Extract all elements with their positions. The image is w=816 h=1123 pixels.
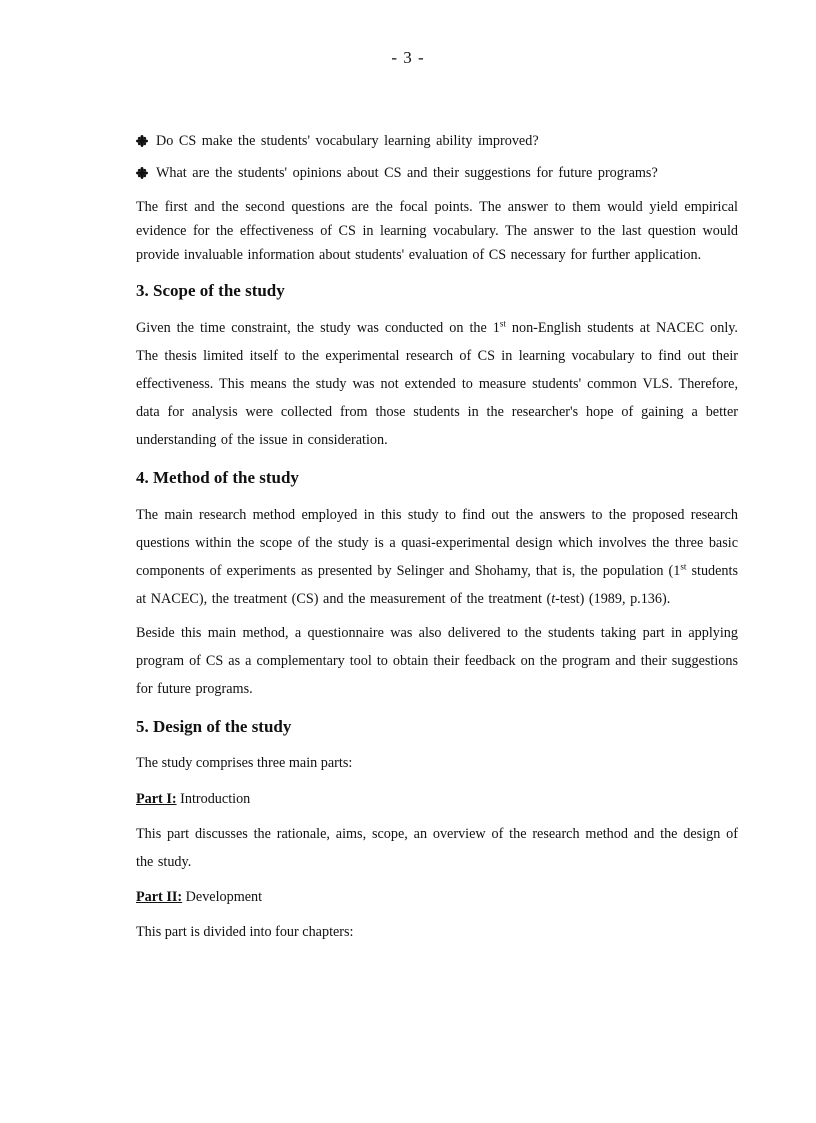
design-intro: The study comprises three main parts: — [136, 755, 353, 771]
question-text: What are the students' opinions about CS and their suggestions for future programs? — [156, 165, 658, 181]
research-questions-list — [136, 131, 738, 183]
part-2-line: Part II: Development — [136, 889, 263, 905]
flower-bullet-icon — [136, 167, 148, 179]
part-1-label: Part I: — [136, 791, 177, 807]
part-2-description: This part is divided into four chapters: — [136, 924, 354, 940]
part-1-line: Part I: Introduction — [136, 791, 251, 807]
document-body — [136, 131, 738, 943]
list-item — [136, 131, 738, 151]
part-1-description: This part discusses the rationale, aims, scope, an overview of the research method and the design of the study. — [136, 826, 738, 870]
method-paragraph-1: The main research method employed in this study to find out the answers to the proposed research questions within the scope of the study is a quasi-experimental design which involves the three basic components of experiments as presented by Selinger and Shohamy, that is, the population (1st students at NACEC), the treatment (CS) and the measurement of the treatment (t-test) (1989, p.136). — [136, 507, 738, 607]
section-heading-method: 4. Method of the study — [136, 468, 299, 487]
section-heading-scope: 3. Scope of the study — [136, 281, 285, 300]
question-text: Do CS make the students' vocabulary learning ability improved? — [156, 133, 539, 149]
flower-bullet-icon — [136, 135, 148, 147]
list-item — [136, 163, 738, 183]
section-heading-design: 5. Design of the study — [136, 717, 292, 736]
method-paragraph-2: Beside this main method, a questionnaire was also delivered to the students taking part in applying program of CS as a complementary tool to obtain their feedback on the program and their suggestions for future programs. — [136, 625, 738, 697]
part-2-label: Part II: — [136, 889, 183, 905]
scope-paragraph: Given the time constraint, the study was conducted on the 1st non-English students at NACEC only. The thesis limited itself to the experimental research of CS in learning vocabulary to find out their effectiveness. This means the study was not extended to measure students' common VLS. Therefore, data for analysis were collected from those students in the researcher's hope of gaining a better understanding of the issue in consideration. — [136, 318, 738, 448]
intro-paragraph: The first and the second questions are the focal points. The answer to them would yield empirical evidence for the effectiveness of CS in learning vocabulary. The answer to the last question would provide invaluable information about students' evaluation of CS necessary for further application. — [136, 199, 738, 263]
page-number: - 3 - — [391, 48, 425, 67]
